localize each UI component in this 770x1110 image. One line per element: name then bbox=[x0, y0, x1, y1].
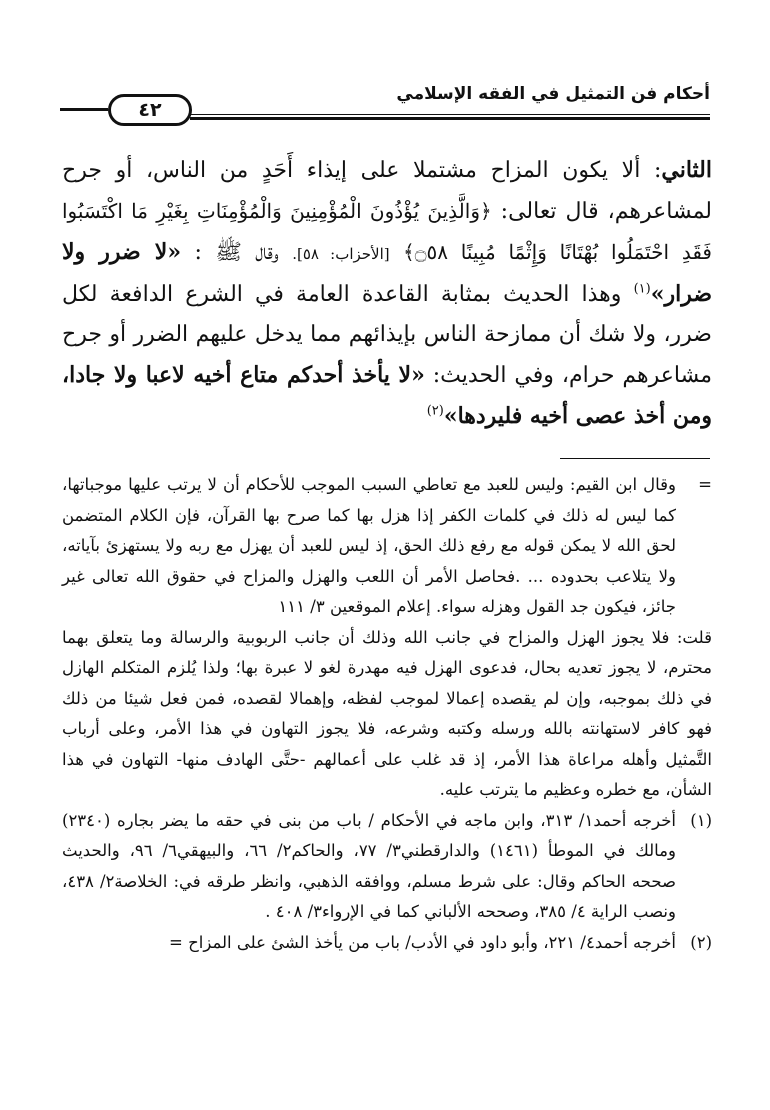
continuation-marker: = bbox=[698, 475, 712, 494]
footnote-text: أخرجه أحمد٤/ ٢٢١، وأبو داود في الأدب/ باب من يأخذ الشئ على المزاح = bbox=[169, 932, 676, 952]
footnote-continuation-comment bbox=[62, 623, 712, 806]
footnote-1 bbox=[62, 806, 712, 928]
paragraph-lead: الثاني bbox=[661, 157, 712, 183]
hadith-quote: «لا ضرر ولا ضرار» bbox=[62, 239, 713, 307]
footnote-paragraph: قلت: فلا يجوز الهزل والمزاح في جانب الله وذلك أن جانب الربوبية والرسالة وما يتعلق بهما محترم، لا يجوز تعديه بحال، فدعوى الهزل فيه مهدرة لغو لا عبرة بها؛ ولذا يُلزم المتكلم الهازل في ذلك بموجبه، وإن لم يقصده إعمالا لموجب لفظه، وإهمالا لقصده، فمن فعل شيئا من ذلك فهو كافر لاستهانته بالله ورسله وكتبه وشرعه، فلا يجوز التهاون في هذا الأمر، وعلى أرباب التَّمثيل وأهله مراعاة هذا الأمر، إذ قد غلب على أعمالهم -حتَّى الهادف منها- التهاون في هذا الشأن، مع خطره وعظيم ما يترتب عليه. bbox=[62, 627, 712, 799]
running-header bbox=[60, 80, 710, 136]
book-title: أحكام فن التمثيل في الفقه الإسلامي bbox=[396, 84, 710, 104]
page-number-badge bbox=[60, 94, 260, 128]
footnote-paragraph: وقال ابن القيم: وليس للعبد مع تعاطي السبب الموجب للأحكام أن لا يرتب عليها موجباتها، كما ليس له ذلك في كلمات الكفر إذا هزل بها كما صرح بها القرآن، فإن الكلام المتضمن لحق الله لا يمكن قوله مع رفع ذلك الحق، إذ ليس للعبد أن يهزل مع ربه ولا يستهزئ بآياته، ولا يتلاعب بحدوده ... .فحاصل الأمر أن اللعب والهزل والمزاح في حقوق الله تعالى غير جائز، فيكون جد القول وهزله سواء. إعلام الموقعين ٣/ ١١١ bbox=[62, 475, 676, 616]
footnote-continuation bbox=[62, 470, 712, 623]
body-text-run: وقال ﷺ : bbox=[181, 240, 293, 265]
footnotes bbox=[62, 470, 712, 958]
footnote-separator bbox=[560, 458, 710, 459]
footnote-ref: (١) bbox=[633, 281, 651, 297]
footnote-marker: (٢) bbox=[690, 932, 712, 952]
body-paragraph bbox=[62, 150, 712, 437]
footnote-text: أخرجه أحمد١/ ٣١٣، وابن ماجه في الأحكام / باب من بنى في حقه ما يضر بجاره (٢٣٤٠) ومالك في الموطأ (١٤٦١) والدارقطني٣/ ٧٧، والحاكم٢/ ٦٦، والبيهقي٦/ ٩٦، والحديث صححه الحاكم وقال: على شرط مسلم، ووافقه الذهبي، وانظر طرقه في: الخلاصة٢/ ٤٣٨، ونصب الراية ٤/ ٣٨٥، وصححه الألباني كما في الإرواء٣/ ٤٠٨ . bbox=[62, 810, 677, 921]
main-text bbox=[62, 150, 712, 437]
header-rule-thick bbox=[190, 117, 710, 120]
header-rule-thin bbox=[190, 114, 710, 115]
footnote-marker: (١) bbox=[690, 810, 712, 830]
footnote-ref: (٢) bbox=[426, 403, 444, 419]
quran-reference: [الأحزاب: ٥٨]. bbox=[292, 245, 390, 263]
quran-verse: ﴿وَالَّذِينَ يُؤْذُونَ الْمُؤْمِنِينَ وَالْمُؤْمِنَاتِ بِغَيْرِ مَا اكْتَسَبُوا فَقَدِ احْتَمَلُوا بُهْتَانًا وَإِثْمًا مُبِينًا ۝٥٨﴾ bbox=[62, 199, 712, 264]
page-number: ٤٢ bbox=[108, 94, 192, 126]
hadith-quote: «لا يأخذ أحدكم متاع أخيه لاعبا ولا جادا، ومن أخذ عصى أخيه فليردها» bbox=[62, 362, 712, 429]
body-text-run: : ألا يكون المزاح مشتملا على إيذاء أَحَدٍ من الناس، أو جرح لمشاعرهم، قال تعالى: bbox=[62, 158, 713, 224]
body-text-run: وهذا الحديث بمثابة القاعدة العامة في الشرع الدافعة لكل ضرر، ولا شك أن ممازحة الناس بإيذائهم مما يدخل عليهم الضرر أو جرح مشاعرهم حرام، وفي الحديث: bbox=[62, 282, 712, 388]
badge-left-line bbox=[60, 108, 108, 111]
footnote-2 bbox=[62, 928, 712, 959]
